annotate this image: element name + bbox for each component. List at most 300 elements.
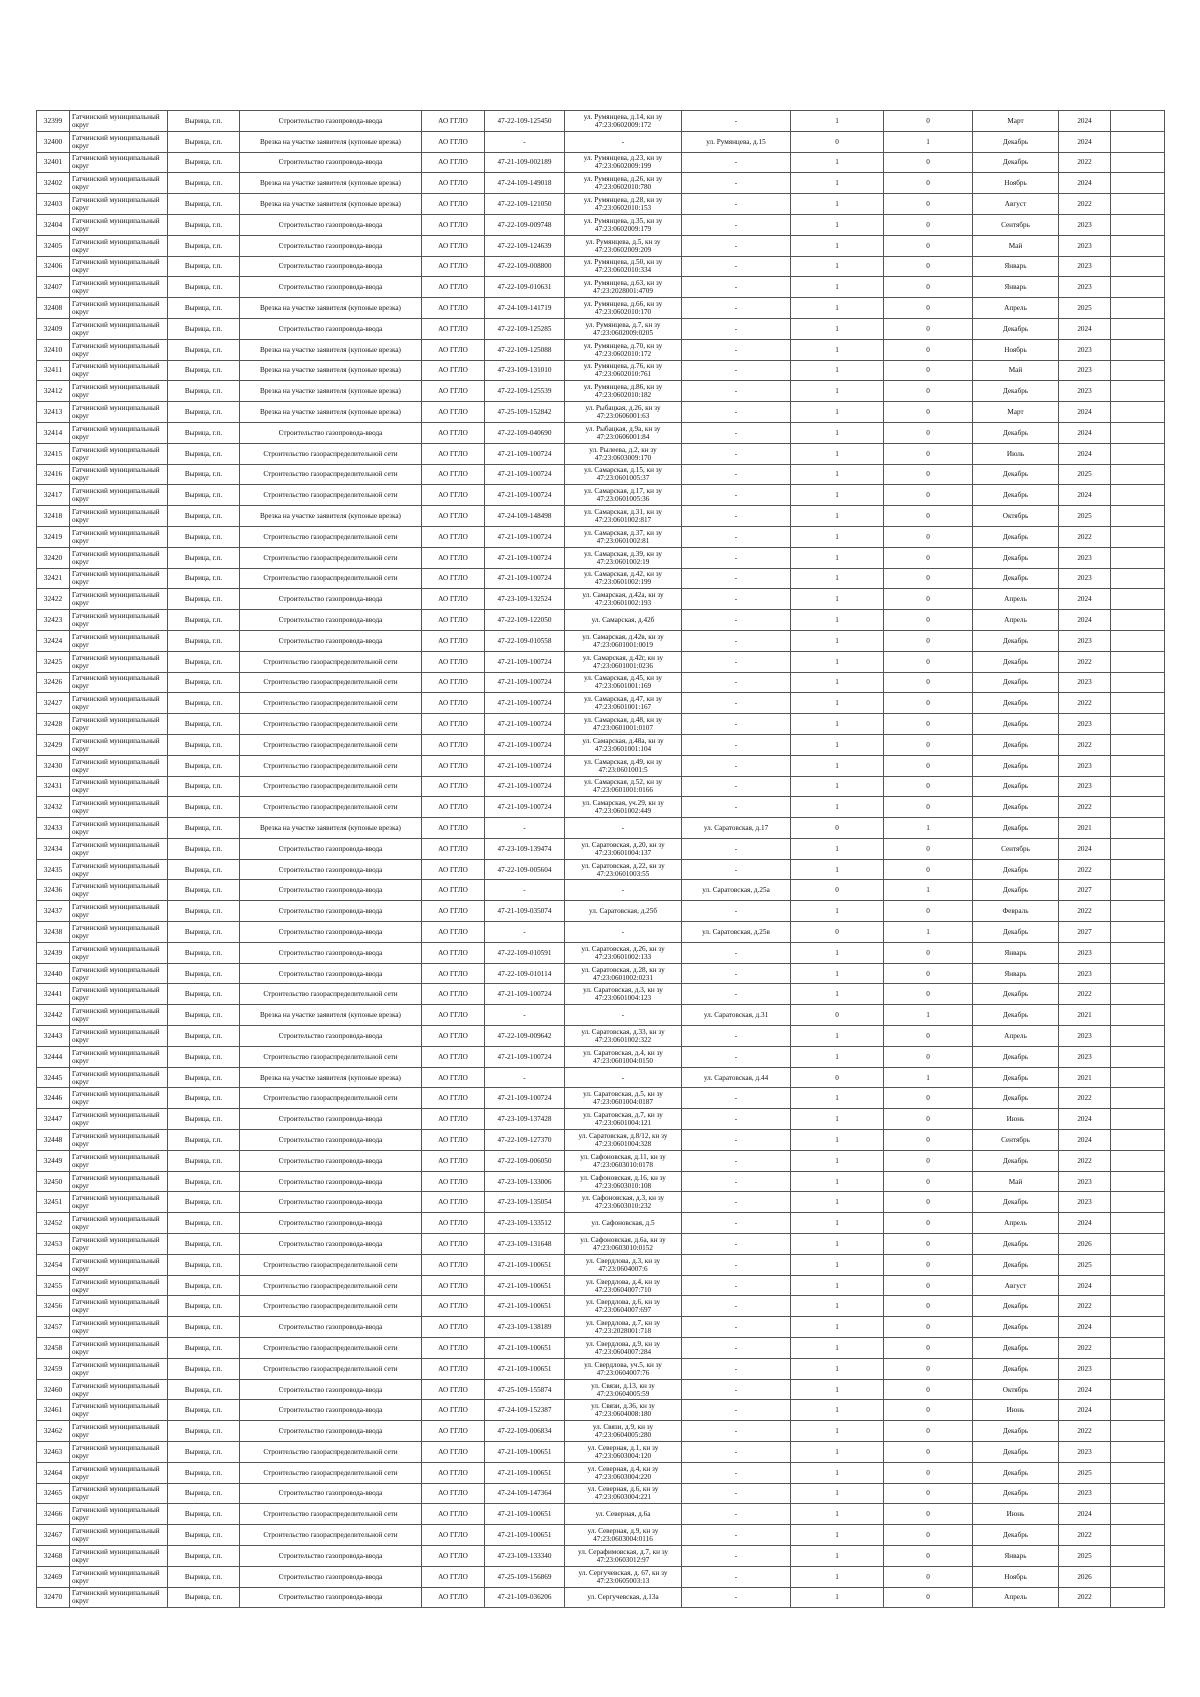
settlement-cell: Вырица, г.п.: [168, 111, 240, 132]
blank-cell: [1111, 214, 1165, 235]
blank-cell: [1111, 1171, 1165, 1192]
table-row: [37, 942, 1165, 963]
address-cell: -: [682, 1026, 791, 1047]
work-type-cell: Строительство газопровода-ввода: [240, 901, 422, 922]
month-cell: Сентябрь: [973, 838, 1059, 859]
count-a-cell: 1: [791, 194, 884, 215]
table-row: [37, 1421, 1165, 1442]
table-row: [37, 776, 1165, 797]
count-a-cell: 1: [791, 547, 884, 568]
organization-cell: АО ГГЛО: [422, 1088, 485, 1109]
organization-cell: АО ГГЛО: [422, 818, 485, 839]
organization-cell: АО ГГЛО: [422, 1545, 485, 1566]
address-cell: -: [682, 506, 791, 527]
month-cell: Декабрь: [973, 1254, 1059, 1275]
address-cell: -: [682, 1400, 791, 1421]
month-cell: Апрель: [973, 298, 1059, 319]
settlement-cell: Вырица, г.п.: [168, 1358, 240, 1379]
settlement-cell: Вырица, г.п.: [168, 1275, 240, 1296]
district-cell: Гатчинский муниципальный округ: [70, 1067, 168, 1088]
month-cell: Февраль: [973, 901, 1059, 922]
address-cell: -: [682, 547, 791, 568]
organization-cell: АО ГГЛО: [422, 1400, 485, 1421]
table-row: [37, 1254, 1165, 1275]
count-a-cell: 1: [791, 1358, 884, 1379]
work-type-cell: Строительство газораспределительной сети: [240, 693, 422, 714]
count-b-cell: 0: [884, 610, 973, 631]
settlement-cell: Вырица, г.п.: [168, 298, 240, 319]
address-cell: -: [682, 1296, 791, 1317]
work-type-cell: Строительство газораспределительной сети: [240, 1088, 422, 1109]
month-cell: Декабрь: [973, 131, 1059, 152]
year-cell: 2022: [1059, 984, 1111, 1005]
organization-cell: АО ГГЛО: [422, 1109, 485, 1130]
blank-cell: [1111, 651, 1165, 672]
organization-cell: АО ГГЛО: [422, 1587, 485, 1608]
settlement-cell: Вырица, г.п.: [168, 194, 240, 215]
district-cell: Гатчинский муниципальный округ: [70, 318, 168, 339]
cadastral-address-cell: ул. Саратовская, д.8/12, кн зу 47:23:0601004:328: [565, 1130, 682, 1151]
month-cell: Декабрь: [973, 797, 1059, 818]
work-type-cell: Строительство газопровода-ввода: [240, 1109, 422, 1130]
count-a-cell: 1: [791, 1525, 884, 1546]
year-cell: 2023: [1059, 1026, 1111, 1047]
cadastral-address-cell: ул. Сафоновская, д.16, кн зу 47:23:0603010:108: [565, 1171, 682, 1192]
count-b-cell: 1: [884, 922, 973, 943]
blank-cell: [1111, 277, 1165, 298]
work-type-cell: Врезка на участке заявителя (купоные врезка): [240, 1067, 422, 1088]
count-b-cell: 0: [884, 1109, 973, 1130]
district-cell: Гатчинский муниципальный округ: [70, 1296, 168, 1317]
table-row: [37, 1400, 1165, 1421]
year-cell: 2023: [1059, 1046, 1111, 1067]
application-number-cell: -: [485, 131, 565, 152]
settlement-cell: Вырица, г.п.: [168, 651, 240, 672]
month-cell: Декабрь: [973, 734, 1059, 755]
blank-cell: [1111, 1338, 1165, 1359]
application-number-cell: 47-21-109-100724: [485, 755, 565, 776]
work-type-cell: Строительство газораспределительной сети: [240, 1525, 422, 1546]
blank-cell: [1111, 1296, 1165, 1317]
organization-cell: АО ГГЛО: [422, 318, 485, 339]
count-a-cell: 1: [791, 651, 884, 672]
blank-cell: [1111, 1379, 1165, 1400]
district-cell: Гатчинский муниципальный округ: [70, 818, 168, 839]
table-row: [37, 901, 1165, 922]
table-row: [37, 922, 1165, 943]
address-cell: -: [682, 942, 791, 963]
settlement-cell: Вырица, г.п.: [168, 422, 240, 443]
work-type-cell: Строительство газораспределительной сети: [240, 1046, 422, 1067]
table-row: [37, 422, 1165, 443]
row-id: 32403: [37, 194, 70, 215]
cadastral-address-cell: ул. Связи, д.36, кн зу 47:23:0604008:180: [565, 1400, 682, 1421]
address-cell: -: [682, 1171, 791, 1192]
work-type-cell: Строительство газопровода-ввода: [240, 318, 422, 339]
count-a-cell: 1: [791, 1379, 884, 1400]
month-cell: Январь: [973, 256, 1059, 277]
address-cell: -: [682, 1566, 791, 1587]
count-a-cell: 1: [791, 298, 884, 319]
count-a-cell: 1: [791, 1088, 884, 1109]
row-id: 32399: [37, 111, 70, 132]
address-cell: -: [682, 672, 791, 693]
settlement-cell: Вырица, г.п.: [168, 1067, 240, 1088]
blank-cell: [1111, 194, 1165, 215]
count-a-cell: 1: [791, 610, 884, 631]
cadastral-address-cell: ул. Свердлова, д.9, кн зу 47:23:0604007:284: [565, 1338, 682, 1359]
table-row: [37, 1296, 1165, 1317]
count-b-cell: 0: [884, 1525, 973, 1546]
work-type-cell: Строительство газораспределительной сети: [240, 1504, 422, 1525]
district-cell: Гатчинский муниципальный округ: [70, 1525, 168, 1546]
year-cell: 2024: [1059, 402, 1111, 423]
settlement-cell: Вырица, г.п.: [168, 630, 240, 651]
district-cell: Гатчинский муниципальный округ: [70, 630, 168, 651]
row-id: 32458: [37, 1338, 70, 1359]
year-cell: 2022: [1059, 797, 1111, 818]
settlement-cell: Вырица, г.п.: [168, 214, 240, 235]
address-cell: -: [682, 173, 791, 194]
settlement-cell: Вырица, г.п.: [168, 235, 240, 256]
blank-cell: [1111, 256, 1165, 277]
blank-cell: [1111, 485, 1165, 506]
work-type-cell: Строительство газопровода-ввода: [240, 235, 422, 256]
address-cell: -: [682, 360, 791, 381]
address-cell: -: [682, 277, 791, 298]
blank-cell: [1111, 152, 1165, 173]
organization-cell: АО ГГЛО: [422, 797, 485, 818]
settlement-cell: Вырица, г.п.: [168, 797, 240, 818]
cadastral-address-cell: ул. Самарская, д.52, кн зу 47:23:0601001:0166: [565, 776, 682, 797]
table-row: [37, 360, 1165, 381]
count-b-cell: 0: [884, 277, 973, 298]
district-cell: Гатчинский муниципальный округ: [70, 1192, 168, 1213]
table-row: [37, 1587, 1165, 1608]
blank-cell: [1111, 464, 1165, 485]
row-id: 32445: [37, 1067, 70, 1088]
count-a-cell: 1: [791, 776, 884, 797]
month-cell: Декабрь: [973, 1462, 1059, 1483]
table-row: [37, 1525, 1165, 1546]
table-row: [37, 1483, 1165, 1504]
organization-cell: АО ГГЛО: [422, 963, 485, 984]
month-cell: Август: [973, 1275, 1059, 1296]
blank-cell: [1111, 422, 1165, 443]
count-b-cell: 0: [884, 1026, 973, 1047]
application-number-cell: 47-23-109-131648: [485, 1234, 565, 1255]
month-cell: Декабрь: [973, 1358, 1059, 1379]
year-cell: 2024: [1059, 1213, 1111, 1234]
settlement-cell: Вырица, г.п.: [168, 589, 240, 610]
blank-cell: [1111, 672, 1165, 693]
organization-cell: АО ГГЛО: [422, 1150, 485, 1171]
cadastral-address-cell: ул. Свердлова, д.3, кн зу 47:23:0604007:6: [565, 1254, 682, 1275]
address-cell: -: [682, 214, 791, 235]
count-b-cell: 0: [884, 402, 973, 423]
count-b-cell: 0: [884, 1275, 973, 1296]
gasification-table: [36, 110, 1165, 1608]
row-id: 32406: [37, 256, 70, 277]
table-row: [37, 1462, 1165, 1483]
row-id: 32400: [37, 131, 70, 152]
cadastral-address-cell: ул. Свердлова, д.7, кн зу 47:23:2028001:718: [565, 1317, 682, 1338]
count-a-cell: 1: [791, 568, 884, 589]
application-number-cell: 47-24-109-148498: [485, 506, 565, 527]
district-cell: Гатчинский муниципальный округ: [70, 755, 168, 776]
application-number-cell: 47-23-109-139474: [485, 838, 565, 859]
settlement-cell: Вырица, г.п.: [168, 1421, 240, 1442]
count-b-cell: 0: [884, 173, 973, 194]
district-cell: Гатчинский муниципальный округ: [70, 734, 168, 755]
count-b-cell: 0: [884, 235, 973, 256]
month-cell: Июнь: [973, 1109, 1059, 1130]
organization-cell: АО ГГЛО: [422, 672, 485, 693]
blank-cell: [1111, 568, 1165, 589]
cadastral-address-cell: ул. Саратовская, д.7, кн зу 47:23:0601004:121: [565, 1109, 682, 1130]
year-cell: 2024: [1059, 131, 1111, 152]
organization-cell: АО ГГЛО: [422, 152, 485, 173]
organization-cell: АО ГГЛО: [422, 1046, 485, 1067]
month-cell: Декабрь: [973, 1067, 1059, 1088]
count-b-cell: 0: [884, 547, 973, 568]
year-cell: 2023: [1059, 1171, 1111, 1192]
month-cell: Декабрь: [973, 693, 1059, 714]
cadastral-address-cell: ул. Румянцева, д.35, кн зу 47:23:0602009:179: [565, 214, 682, 235]
application-number-cell: 47-21-109-100724: [485, 443, 565, 464]
cadastral-address-cell: ул. Румянцева, д.14, кн зу 47:23:0602009:172: [565, 111, 682, 132]
row-id: 32412: [37, 381, 70, 402]
row-id: 32413: [37, 402, 70, 423]
settlement-cell: Вырица, г.п.: [168, 1504, 240, 1525]
row-id: 32418: [37, 506, 70, 527]
table-row: [37, 1504, 1165, 1525]
organization-cell: АО ГГЛО: [422, 1130, 485, 1151]
work-type-cell: Строительство газораспределительной сети: [240, 672, 422, 693]
count-b-cell: 0: [884, 526, 973, 547]
year-cell: 2024: [1059, 1379, 1111, 1400]
count-a-cell: 1: [791, 506, 884, 527]
district-cell: Гатчинский муниципальный округ: [70, 1275, 168, 1296]
organization-cell: АО ГГЛО: [422, 734, 485, 755]
settlement-cell: Вырица, г.п.: [168, 818, 240, 839]
application-number-cell: 47-22-109-008800: [485, 256, 565, 277]
row-id: 32456: [37, 1296, 70, 1317]
count-b-cell: 0: [884, 859, 973, 880]
address-cell: -: [682, 755, 791, 776]
settlement-cell: Вырица, г.п.: [168, 1171, 240, 1192]
cadastral-address-cell: ул. Сафоновская, д.3, кн зу 47:23:0603010:232: [565, 1192, 682, 1213]
count-b-cell: 0: [884, 630, 973, 651]
district-cell: Гатчинский муниципальный округ: [70, 1046, 168, 1067]
organization-cell: АО ГГЛО: [422, 838, 485, 859]
settlement-cell: Вырица, г.п.: [168, 1525, 240, 1546]
month-cell: Декабрь: [973, 755, 1059, 776]
count-a-cell: 1: [791, 485, 884, 506]
cadastral-address-cell: -: [565, 880, 682, 901]
organization-cell: АО ГГЛО: [422, 526, 485, 547]
cadastral-address-cell: ул. Саратовская, д.5, кн зу 47:23:0601004:0187: [565, 1088, 682, 1109]
blank-cell: [1111, 1046, 1165, 1067]
count-b-cell: 0: [884, 734, 973, 755]
blank-cell: [1111, 1254, 1165, 1275]
count-a-cell: 1: [791, 797, 884, 818]
count-b-cell: 0: [884, 942, 973, 963]
application-number-cell: 47-22-109-127370: [485, 1130, 565, 1151]
district-cell: Гатчинский муниципальный округ: [70, 797, 168, 818]
organization-cell: АО ГГЛО: [422, 194, 485, 215]
address-cell: -: [682, 318, 791, 339]
address-cell: -: [682, 797, 791, 818]
work-type-cell: Врезка на участке заявителя (купоные врезка): [240, 506, 422, 527]
work-type-cell: Врезка на участке заявителя (купоные врезка): [240, 173, 422, 194]
cadastral-address-cell: ул. Румянцева, д.76, кн зу 47:23:0602010:761: [565, 360, 682, 381]
address-cell: -: [682, 1504, 791, 1525]
work-type-cell: Строительство газораспределительной сети: [240, 547, 422, 568]
year-cell: 2022: [1059, 1421, 1111, 1442]
settlement-cell: Вырица, г.п.: [168, 173, 240, 194]
application-number-cell: 47-23-109-133340: [485, 1545, 565, 1566]
application-number-cell: 47-21-109-035074: [485, 901, 565, 922]
work-type-cell: Строительство газопровода-ввода: [240, 1400, 422, 1421]
work-type-cell: Строительство газопровода-ввода: [240, 1192, 422, 1213]
count-b-cell: 0: [884, 838, 973, 859]
table-row: [37, 402, 1165, 423]
year-cell: 2025: [1059, 464, 1111, 485]
count-a-cell: 1: [791, 526, 884, 547]
table-row: [37, 1171, 1165, 1192]
table-row: [37, 1566, 1165, 1587]
month-cell: Декабрь: [973, 1150, 1059, 1171]
address-cell: -: [682, 1525, 791, 1546]
month-cell: Декабрь: [973, 547, 1059, 568]
blank-cell: [1111, 859, 1165, 880]
organization-cell: АО ГГЛО: [422, 1275, 485, 1296]
month-cell: Апрель: [973, 1213, 1059, 1234]
organization-cell: АО ГГЛО: [422, 1462, 485, 1483]
count-b-cell: 0: [884, 1088, 973, 1109]
count-a-cell: 1: [791, 1296, 884, 1317]
row-id: 32439: [37, 942, 70, 963]
settlement-cell: Вырица, г.п.: [168, 318, 240, 339]
application-number-cell: 47-22-109-122050: [485, 610, 565, 631]
table-row: [37, 526, 1165, 547]
month-cell: Декабрь: [973, 485, 1059, 506]
cadastral-address-cell: ул. Сергучевская, д.13а: [565, 1587, 682, 1608]
work-type-cell: Строительство газораспределительной сети: [240, 526, 422, 547]
count-a-cell: 1: [791, 1275, 884, 1296]
address-cell: -: [682, 256, 791, 277]
settlement-cell: Вырица, г.п.: [168, 1587, 240, 1608]
cadastral-address-cell: ул. Свердлова, уч.5, кн зу 47:23:0604007:76: [565, 1358, 682, 1379]
row-id: 32421: [37, 568, 70, 589]
cadastral-address-cell: ул. Самарская, д.42а, кн зу 47:23:0601002:193: [565, 589, 682, 610]
application-number-cell: 47-21-109-100724: [485, 547, 565, 568]
settlement-cell: Вырица, г.п.: [168, 443, 240, 464]
settlement-cell: Вырица, г.п.: [168, 1150, 240, 1171]
cadastral-address-cell: ул. Румянцева, д.23, кн зу 47:23:0602009:199: [565, 152, 682, 173]
settlement-cell: Вырица, г.п.: [168, 1213, 240, 1234]
row-id: 32452: [37, 1213, 70, 1234]
blank-cell: [1111, 630, 1165, 651]
address-cell: -: [682, 402, 791, 423]
address-cell: -: [682, 838, 791, 859]
address-cell: -: [682, 1130, 791, 1151]
row-id: 32448: [37, 1130, 70, 1151]
table-row: [37, 1046, 1165, 1067]
district-cell: Гатчинский муниципальный округ: [70, 339, 168, 360]
count-a-cell: 1: [791, 693, 884, 714]
work-type-cell: Строительство газопровода-ввода: [240, 838, 422, 859]
address-cell: -: [682, 714, 791, 735]
organization-cell: АО ГГЛО: [422, 630, 485, 651]
application-number-cell: 47-21-109-100651: [485, 1275, 565, 1296]
table-row: [37, 381, 1165, 402]
row-id: 32417: [37, 485, 70, 506]
settlement-cell: Вырица, г.п.: [168, 693, 240, 714]
year-cell: 2024: [1059, 1109, 1111, 1130]
count-b-cell: 0: [884, 1379, 973, 1400]
application-number-cell: 47-22-109-124639: [485, 235, 565, 256]
address-cell: -: [682, 1462, 791, 1483]
count-b-cell: 0: [884, 1046, 973, 1067]
work-type-cell: Врезка на участке заявителя (купоные врезка): [240, 131, 422, 152]
table-row: [37, 1109, 1165, 1130]
blank-cell: [1111, 381, 1165, 402]
row-id: 32440: [37, 963, 70, 984]
district-cell: Гатчинский муниципальный округ: [70, 610, 168, 631]
application-number-cell: -: [485, 1005, 565, 1026]
address-cell: -: [682, 1442, 791, 1463]
month-cell: Сентябрь: [973, 214, 1059, 235]
application-number-cell: -: [485, 818, 565, 839]
address-cell: -: [682, 526, 791, 547]
settlement-cell: Вырица, г.п.: [168, 859, 240, 880]
work-type-cell: Строительство газораспределительной сети: [240, 984, 422, 1005]
count-b-cell: 0: [884, 152, 973, 173]
address-cell: -: [682, 734, 791, 755]
year-cell: 2022: [1059, 526, 1111, 547]
district-cell: Гатчинский муниципальный округ: [70, 422, 168, 443]
count-a-cell: 1: [791, 1400, 884, 1421]
month-cell: Декабрь: [973, 714, 1059, 735]
organization-cell: АО ГГЛО: [422, 277, 485, 298]
year-cell: 2023: [1059, 381, 1111, 402]
work-type-cell: Строительство газопровода-ввода: [240, 1026, 422, 1047]
blank-cell: [1111, 235, 1165, 256]
table-row: [37, 1338, 1165, 1359]
row-id: 32465: [37, 1483, 70, 1504]
blank-cell: [1111, 1462, 1165, 1483]
work-type-cell: Строительство газопровода-ввода: [240, 880, 422, 901]
work-type-cell: Строительство газораспределительной сети: [240, 1442, 422, 1463]
application-number-cell: 47-21-109-100651: [485, 1338, 565, 1359]
organization-cell: АО ГГЛО: [422, 901, 485, 922]
settlement-cell: Вырица, г.п.: [168, 1234, 240, 1255]
row-id: 32420: [37, 547, 70, 568]
month-cell: Май: [973, 360, 1059, 381]
address-cell: -: [682, 1234, 791, 1255]
cadastral-address-cell: -: [565, 818, 682, 839]
count-b-cell: 0: [884, 1421, 973, 1442]
count-a-cell: 1: [791, 381, 884, 402]
address-cell: -: [682, 1587, 791, 1608]
cadastral-address-cell: ул. Сафоновская, д.11, кн зу 47:23:0603010:0178: [565, 1150, 682, 1171]
row-id: 32423: [37, 610, 70, 631]
work-type-cell: Строительство газопровода-ввода: [240, 1545, 422, 1566]
count-b-cell: 0: [884, 1504, 973, 1525]
count-a-cell: 1: [791, 339, 884, 360]
